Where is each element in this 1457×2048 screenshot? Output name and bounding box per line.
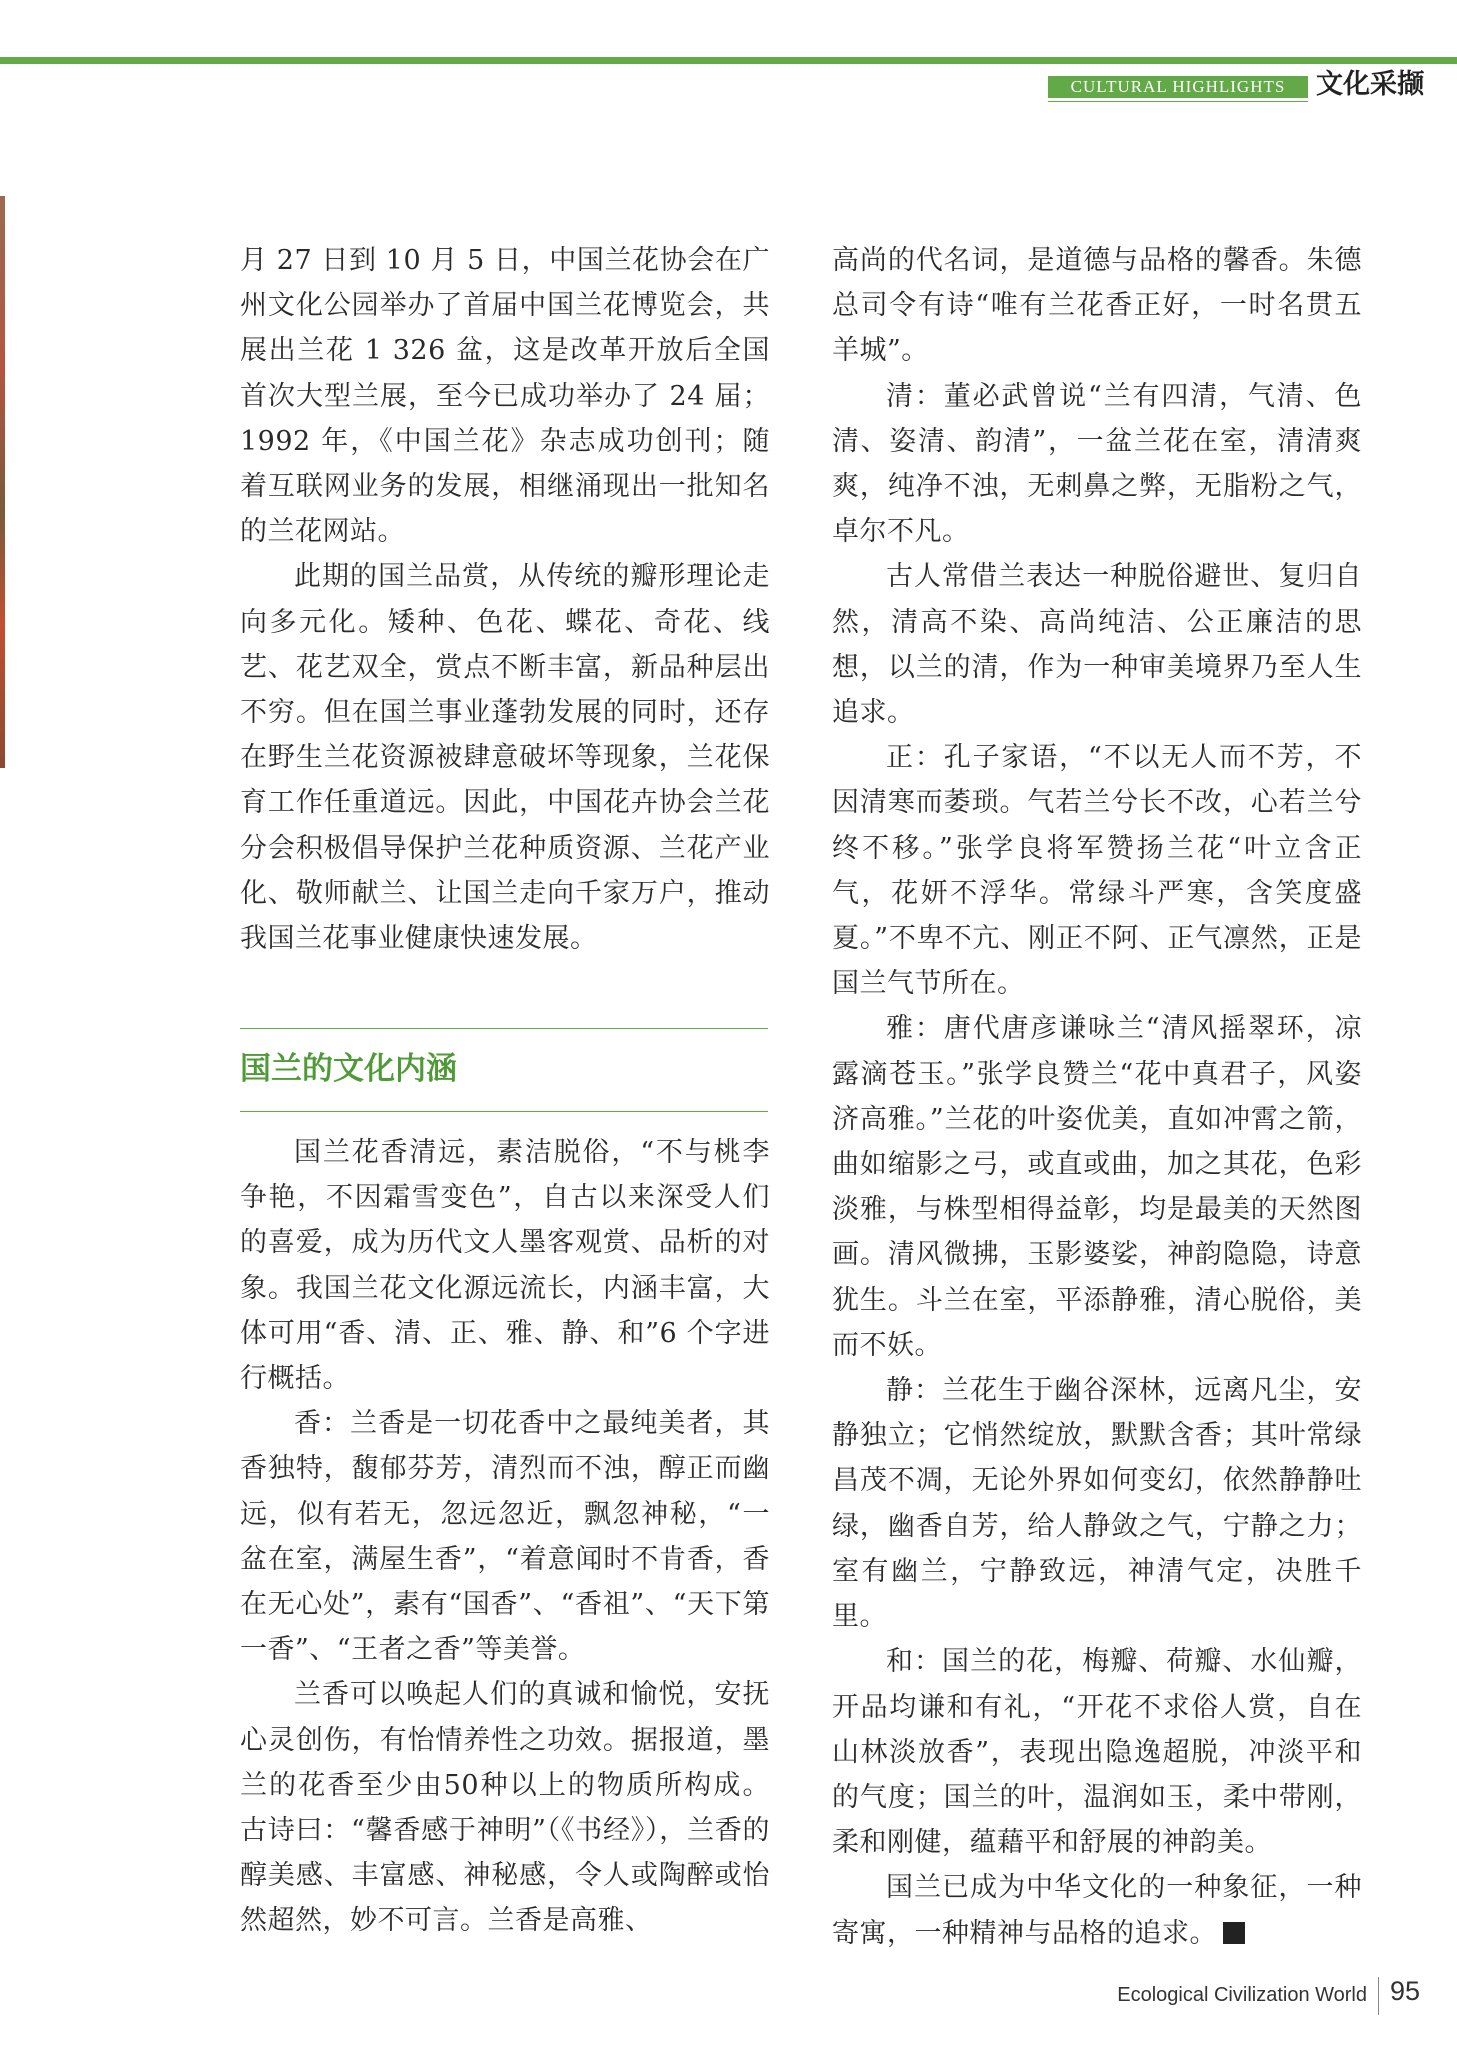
paragraph: 香：兰香是一切花香中之最纯美者，其香独特，馥郁芬芳，清烈而不浊，醇正而幽远，似有若无，忽远忽近，飘忽神秘，“一盆在室，满屋生香”，“着意闻时不肯香，香在无心处”，素有“国香”、“香祖”、“天下第一香”、“王者之香”等美誉。 bbox=[240, 1408, 770, 1666]
paragraph: 静：兰花生于幽谷深林，远离凡尘，安静独立；它悄然绽放，默默含香；其叶常绿昌茂不凋，无论外界如何变幻，依然静静吐绿，幽香自芳，给人静敛之气，宁静之力；室有幽兰，宁静致远，神清气定，决胜千里。 bbox=[832, 1375, 1362, 1633]
right-column bbox=[832, 238, 1362, 1956]
left-column bbox=[240, 238, 770, 961]
section-heading: 国兰的文化内涵 bbox=[240, 1051, 457, 1087]
paragraph: 高尚的代名词，是道德与品格的馨香。朱德总司令有诗“唯有兰花香正好，一时名贯五羊城”。 bbox=[832, 245, 1362, 367]
section-tag-english: CULTURAL HIGHLIGHTS bbox=[1048, 76, 1308, 98]
magazine-name: Ecological Civilization World bbox=[1117, 1984, 1367, 2006]
paragraph: 清：董必武曾说“兰有四清，气清、色清、姿清、韵清”，一盆兰花在室，清清爽爽，纯净不浊，无刺鼻之弊，无脂粉之气，卓尔不凡。 bbox=[832, 380, 1362, 548]
header-rule bbox=[0, 57, 1457, 64]
closing-text: 国兰已成为中华文化的一种象征，一种寄寓，一种精神与品格的追求。 bbox=[832, 1872, 1362, 1949]
paragraph: 古人常借兰表达一种脱俗避世、复归自然，清高不染、高尚纯洁、公正廉洁的思想，以兰的清，作为一种审美境界乃至人生追求。 bbox=[832, 561, 1362, 729]
paragraph: 雅：唐代唐彦谦咏兰“清风摇翠环，凉露滴苍玉。”张学良赞兰“花中真君子，风姿济高雅。”兰花的叶姿优美，直如冲霄之箭，曲如缩影之弓，或直或曲，加之其花，色彩淡雅，与株型相得益彰，均是最美的天然图画。清风微拂，玉影婆娑，神韵隐隐，诗意犹生。斗兰在室，平添静雅，清心脱俗，美而不妖。 bbox=[832, 1013, 1362, 1361]
paragraph: 国兰花香清远，素洁脱俗，“不与桃李争艳，不因霜雪变色”，自古以来深受人们的喜爱，成为历代文人墨客观赏、品析的对象。我国兰花文化源远流长，内涵丰富，大体可用“香、清、正、雅、静、和”6 个字进行概括。 bbox=[240, 1137, 770, 1395]
section-heading-box bbox=[240, 1028, 768, 1112]
closing-paragraph bbox=[832, 1865, 1362, 1955]
page-number: 95 bbox=[1390, 1976, 1421, 2006]
photo-edge-strip bbox=[0, 196, 5, 768]
paragraph: 和：国兰的花，梅瓣、荷瓣、水仙瓣，开品均谦和有礼，“开花不求俗人赏，自在山林淡放香”，表现出隐逸超脱，冲淡平和的气度；国兰的叶，温润如玉，柔中带刚，柔和刚健，蕴藉平和舒展的神韵美。 bbox=[832, 1646, 1362, 1859]
paragraph: 兰香可以唤起人们的真诚和愉悦，安抚心灵创伤，有怡情养性之功效。据报道，墨兰的花香至少由50种以上的物质所构成。古诗曰：“馨香感于神明”（《书经》），兰香的醇美感、丰富感、神秘感，令人或陶醉或怡然超然，妙不可言。兰香是高雅、 bbox=[240, 1679, 770, 1937]
end-of-article-icon bbox=[1223, 1922, 1245, 1944]
paragraph: 此期的国兰品赏，从传统的瓣形理论走向多元化。矮种、色花、蝶花、奇花、线艺、花艺双全，赏点不断丰富，新品种层出不穷。但在国兰事业蓬勃发展的同时，还存在野生兰花资源被肆意破坏等现象，兰花保育工作任重道远。因此，中国花卉协会兰花分会积极倡导保护兰花种质资源、兰花产业化、敬师献兰、让国兰走向千家万户，推动我国兰花事业健康快速发展。 bbox=[240, 561, 770, 955]
paragraph: 月 27 日到 10 月 5 日，中国兰花协会在广州文化公园举办了首届中国兰花博览会，共展出兰花 1 326 盆，这是改革开放后全国首次大型兰展，至今已成功举办了 24 届；1992 年，《中国兰花》杂志成功创刊；随着互联网业务的发展，相继涌现出一批知名的兰花网站。 bbox=[240, 245, 770, 548]
section-title-chinese: 文化采撷 bbox=[1316, 69, 1424, 100]
header-underline bbox=[1048, 101, 1308, 102]
paragraph: 正：孔子家语，“不以无人而不芳，不因清寒而萎琐。气若兰兮长不改，心若兰兮终不移。”张学良将军赞扬兰花“叶立含正气，花妍不浮华。常绿斗严寒，含笑度盛夏。”不卑不亢、刚正不阿、正气凛然，正是国兰气节所在。 bbox=[832, 742, 1362, 1000]
footer-divider bbox=[1378, 1977, 1379, 2015]
left-column-lower bbox=[240, 1130, 770, 1944]
